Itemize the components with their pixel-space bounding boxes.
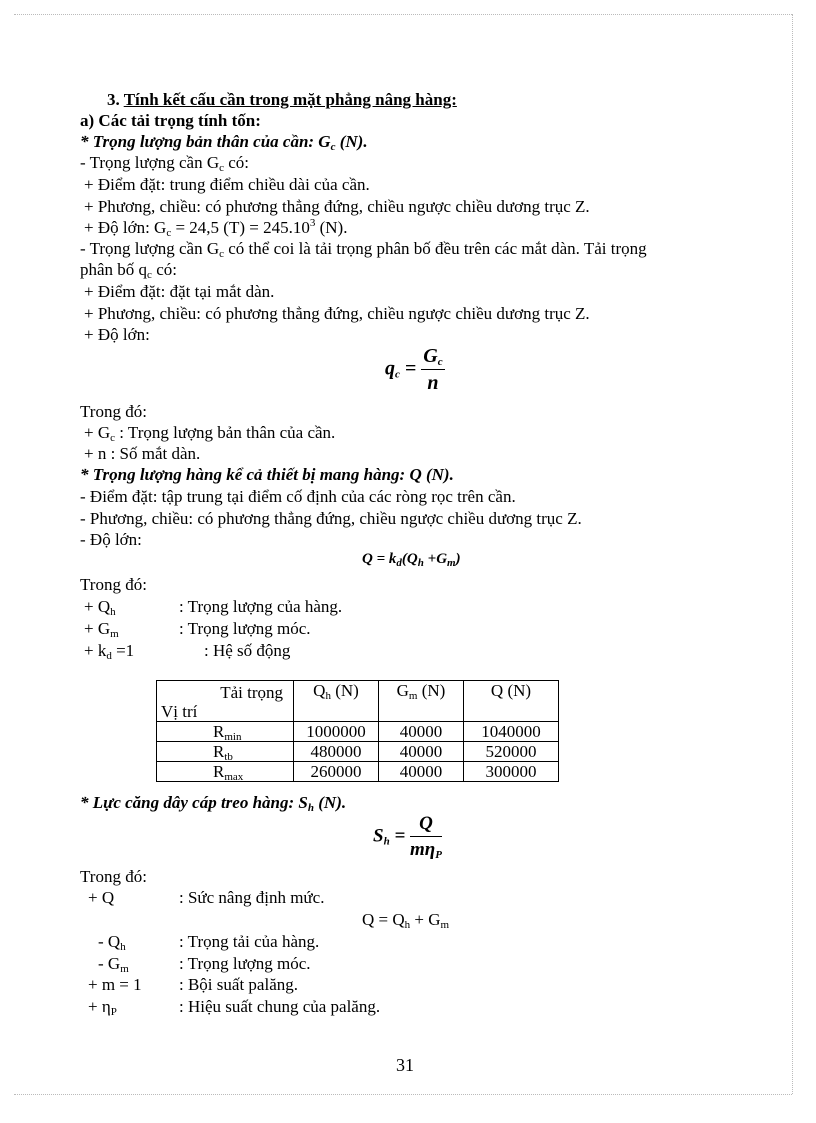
self-weight-magnitude: + Độ lớn: $G_c = 24,5$ $(T) = 245.10^3$ (N). [84,217,348,239]
self-weight-heading: * Trọng lượng bản thân của cần: $G_c$ (N). [80,132,368,153]
header-q: Q (N) [464,681,559,722]
table-corner-cell [157,681,294,722]
where-q-desc: : Sức nâng định mức. [179,888,325,907]
where-title-3: Trong đó: [80,867,147,886]
where-qh-desc: : Trọng lượng của hàng. [179,597,343,616]
where-qh-symbol: + $Q_h$ [84,597,116,618]
where-title-1: Trong đó: [80,402,147,421]
page-border-right [792,14,793,1094]
where-gm-desc-2: : Trọng lượng móc. [179,954,311,973]
page-border-bottom [14,1094,792,1095]
cell-value: 480000 [294,742,379,762]
distributed-load-line-2: phân bố $q_c$ có: [80,260,177,281]
where-title-2: Trong đó: [80,575,147,594]
cell-value: 40000 [379,742,464,762]
cell-value: 40000 [379,722,464,742]
where-n-line: + n : Số mắt dàn. [84,444,201,463]
where-qh-desc-2: : Trọng tải của hàng. [179,932,320,951]
where-gm-symbol-2: - $G_m$ [98,954,129,975]
distributed-load-point: + Điểm đặt: đặt tại mắt dàn. [84,282,275,301]
table-row [157,742,559,762]
where-kd-symbol: + $k_d =1$ [84,641,135,662]
formula-qc: $q_c$ = $\frac{G_c}{n}$ [385,345,443,394]
self-weight-point: + Điểm đặt: trung điểm chiều dài của cần. [84,175,370,194]
formula-q: $Q = k_d(Q_h +G_m)$ [362,551,461,569]
where-gm-desc: : Trọng lượng móc. [179,619,311,638]
header-qh: $Q_h$ (N) [294,681,379,722]
row-label: $R_{tb}$ [157,742,294,762]
page-number: 31 [396,1055,414,1075]
formula-sh: $S_h$ = $\frac{Q}{m\eta_P}$ [373,813,442,861]
cargo-weight-heading: * Trọng lượng hàng kể cả thiết bị mang hàng: Q (N). [80,465,454,484]
distributed-load-line: - Trọng lượng cần $G_c$ có thể coi là tải trọng phân bố đều trên các mắt dàn. Tải trọng [80,239,647,260]
where-qh-symbol-2: - $Q_h$ [98,932,126,953]
self-weight-line: - Trọng lượng cần $G_c$ có: [80,153,250,174]
where-m-desc: : Bội suất palăng. [179,975,298,994]
cargo-point: - Điểm đặt: tập trung tại điểm cố định của các ròng rọc trên cần. [80,487,516,506]
q-sum-equation: $Q = Q_h + G_m$ [362,910,450,931]
distributed-load-magnitude: + Độ lớn: [84,325,150,344]
row-label: $R_{min}$ [157,722,294,742]
where-gc-line: + $G_c$ : Trọng lượng bản thân của cần. [84,423,336,444]
distributed-load-direction: + Phương, chiều: có phương thẳng đứng, chiều ngược chiều dương trục Z. [84,304,590,323]
rope-tension-heading: * Lực căng dây cáp treo hàng: $S_h$ (N). [80,793,347,814]
header-position-label: Vị trí [161,702,198,721]
cell-value: 300000 [464,762,559,782]
cell-value: 1040000 [464,722,559,742]
load-table [156,680,559,782]
header-gm: $G_m$ (N) [379,681,464,722]
row-label: $R_{max}$ [157,762,294,782]
page-border-top [14,14,792,15]
self-weight-direction: + Phương, chiều: có phương thẳng đứng, chiều ngược chiều dương trục Z. [84,197,590,216]
cargo-magnitude: - Độ lớn: [80,530,142,549]
table-row [157,762,559,782]
cargo-direction: - Phương, chiều: có phương thẳng đứng, chiều ngược chiều dương trục Z. [80,509,582,528]
cell-value: 260000 [294,762,379,782]
where-kd-desc: : Hệ số động [204,641,291,660]
where-m-symbol: + m = 1 [88,975,142,994]
table-header-row [157,681,559,722]
cell-value: 40000 [379,762,464,782]
cell-value: 520000 [464,742,559,762]
table-row [157,722,559,742]
where-q-symbol: + Q [88,888,115,907]
section-title: 3. Tính kết cấu cần trong mặt phẳng nâng hàng: [107,90,457,109]
where-eta-desc: : Hiệu suất chung của palăng. [179,997,381,1016]
where-eta-symbol: + $\eta_P$ [88,997,117,1018]
subsection-a-title: a) Các tải trọng tính tốn: [80,111,261,130]
where-gm-symbol: + $G_m$ [84,619,119,640]
header-load-label: Tải trọng [220,683,283,702]
cell-value: 1000000 [294,722,379,742]
